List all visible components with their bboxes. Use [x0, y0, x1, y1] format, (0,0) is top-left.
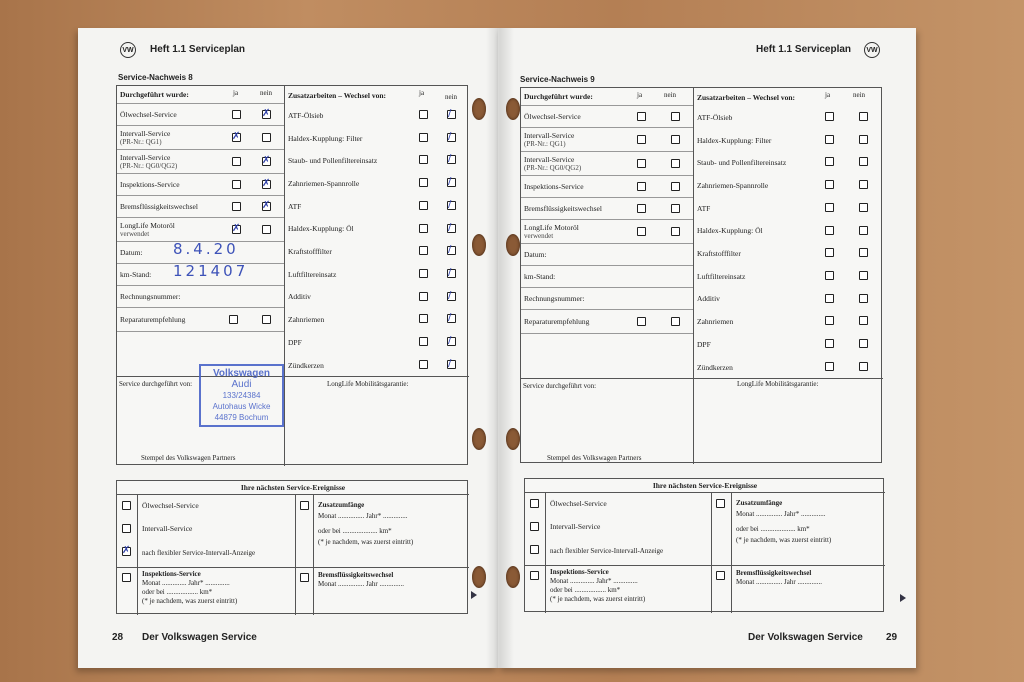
extra-label: Haldex-Kupplung: Filter — [697, 135, 772, 145]
performed-row — [521, 106, 693, 128]
extra-ja-checkbox[interactable] — [825, 339, 834, 348]
checkmark-icon: ✗ — [262, 200, 271, 211]
performed-row — [521, 176, 693, 198]
row-nein-checkbox[interactable] — [671, 204, 680, 213]
extra-nein-checkbox[interactable] — [859, 112, 868, 121]
reparatur-nein-checkbox[interactable] — [262, 315, 271, 324]
extra-row — [694, 265, 824, 288]
performed-row — [117, 104, 284, 126]
row-sublabel: (PR-Nr.: QG0/QG2) — [120, 162, 178, 170]
extra-row — [285, 354, 415, 377]
binder-hole — [472, 428, 486, 450]
left-page — [78, 28, 498, 668]
extra-label: Staub- und Pollenfiltereinsatz — [288, 156, 378, 166]
reparatur-row: Reparaturempfehlung — [521, 310, 693, 334]
performed-row — [117, 126, 284, 150]
col-ja-extra: ja — [825, 91, 831, 99]
rechnung-row: Rechnungsnummer: — [117, 286, 284, 308]
next-oelwechsel-checkbox[interactable] — [530, 499, 539, 508]
extra-row — [285, 331, 415, 354]
checkmark-icon: / — [448, 108, 452, 119]
extra-nein-checkbox[interactable] — [859, 294, 868, 303]
extra-nein-checkbox[interactable] — [859, 271, 868, 280]
brems-block — [736, 569, 822, 587]
extra-label: Zahnriemen — [288, 315, 325, 325]
extra-label: Haldex-Kupplung: Filter — [288, 133, 363, 143]
extra-row — [285, 195, 415, 218]
extra-label: Kraftstofffilter — [288, 247, 332, 257]
row-ja-checkbox[interactable] — [637, 204, 646, 213]
extra-label: Haldex-Kupplung: Öl — [288, 224, 354, 234]
longlife-label: LongLife Mobilitätsgarantie: — [737, 380, 819, 388]
row-nein-checkbox[interactable] — [671, 135, 680, 144]
inspektion-line: Monat .............. Jahr* .............. — [142, 579, 230, 587]
page-footer: Der Volkswagen Service — [748, 632, 863, 643]
next-item: Ölwechsel-Service — [142, 501, 199, 510]
performed-row — [117, 174, 284, 196]
row-label: Intervall-Service — [120, 129, 171, 138]
binder-hole — [506, 566, 520, 588]
extra-row — [694, 356, 824, 379]
extra-label: Staub- und Pollenfiltereinsatz — [697, 158, 787, 168]
extra-ja-checkbox[interactable] — [825, 248, 834, 257]
extra-row — [285, 240, 415, 263]
row-label: Bremsflüssigkeitswechsel — [524, 204, 602, 213]
row-sublabel: verwendet — [120, 230, 150, 238]
extra-ja-checkbox[interactable] — [419, 155, 428, 164]
extra-ja-checkbox[interactable] — [825, 112, 834, 121]
extra-nein-checkbox[interactable] — [859, 226, 868, 235]
service-record-table — [116, 85, 468, 465]
extra-row — [694, 220, 824, 243]
section-label: Service-Nachweis 9 — [520, 75, 595, 84]
performed-row — [521, 128, 693, 152]
arrow-right-icon — [471, 591, 477, 599]
row-sublabel: (PR-Nr.: QG1) — [120, 138, 162, 146]
extra-nein-checkbox[interactable] — [859, 248, 868, 257]
row-label: Ölwechsel-Service — [120, 110, 177, 119]
reparatur-ja-checkbox[interactable] — [637, 317, 646, 326]
row-nein-checkbox[interactable] — [262, 133, 271, 142]
extra-nein-checkbox[interactable] — [859, 203, 868, 212]
stamp-line: 44879 Bochum — [214, 413, 269, 422]
zusatz-title: Zusatzumfänge — [318, 501, 365, 509]
extra-row — [694, 310, 824, 333]
next-oelwechsel-checkbox[interactable] — [122, 501, 131, 510]
extra-nein-checkbox[interactable] — [859, 135, 868, 144]
row-nein-checkbox[interactable] — [671, 182, 680, 191]
extra-ja-checkbox[interactable] — [419, 360, 428, 369]
service-by-label: Service durchgeführt von: — [523, 382, 597, 390]
extra-row — [694, 197, 824, 220]
rechnung-row: Rechnungsnummer: — [521, 288, 693, 310]
inspektion-title: Inspektions-Service — [142, 570, 201, 578]
extra-ja-checkbox[interactable] — [825, 157, 834, 166]
row-nein-checkbox[interactable] — [671, 112, 680, 121]
handwritten-date: 8.4.20 — [173, 240, 239, 258]
row-sublabel: (PR-Nr.: QG1) — [524, 140, 566, 148]
extra-label: ATF — [288, 201, 302, 211]
row-ja-checkbox[interactable] — [232, 157, 241, 166]
extra-label: ATF-Ölsieb — [697, 112, 733, 122]
row-label: Inspektions-Service — [524, 182, 584, 191]
stamp-caption: Stempel des Volkswagen Partners — [547, 454, 642, 462]
extra-label: Zahnriemen-Spannrolle — [288, 178, 360, 188]
extra-label: Zahnriemen-Spannrolle — [697, 180, 769, 190]
extra-row — [285, 308, 415, 331]
extra-label: Kraftstofffilter — [697, 249, 741, 259]
inspektion-block — [550, 568, 645, 604]
extra-label: Luftfiltereinsatz — [288, 269, 337, 279]
extra-ja-checkbox[interactable] — [825, 271, 834, 280]
inspektion-line: (* je nachdem, was zuerst eintritt) — [550, 595, 646, 603]
row-nein-checkbox[interactable] — [262, 225, 271, 234]
extra-nein-checkbox[interactable] — [859, 157, 868, 166]
checkmark-icon: / — [448, 312, 452, 324]
brems-line: Monat ............... Jahr .............. — [318, 580, 404, 588]
binder-hole — [472, 98, 486, 120]
extra-row — [285, 149, 415, 172]
next-item: Ölwechsel-Service — [550, 499, 607, 508]
row-label: Intervall-Service — [120, 153, 171, 162]
longlife-label: LongLife Mobilitätsgarantie: — [327, 380, 409, 388]
next-events-title: Ihre nächsten Service-Ereignisse — [525, 479, 885, 493]
extra-row — [285, 286, 415, 309]
col-nein: nein — [260, 89, 273, 97]
extra-ja-checkbox[interactable] — [419, 224, 428, 233]
zusatz-line: oder bei .................... km* — [736, 525, 810, 533]
row-label: Inspektions-Service — [120, 180, 180, 189]
checkmark-icon: / — [448, 130, 452, 142]
next-brems-checkbox[interactable] — [300, 573, 309, 582]
next-events-table — [524, 478, 884, 612]
brems-line: Monat ............... Jahr .............. — [736, 578, 822, 586]
arrow-right-icon — [900, 594, 906, 602]
inspektion-line: oder bei .................. km* — [550, 586, 621, 594]
extra-row — [285, 172, 415, 195]
inspektion-title: Inspektions-Service — [550, 568, 609, 576]
checkmark-icon: / — [448, 244, 452, 256]
inspektion-line: oder bei .................. km* — [142, 588, 213, 596]
col-ja: ja — [637, 91, 643, 99]
zusatz-line: Monat ............... Jahr* .............. — [736, 510, 826, 518]
binder-hole — [506, 98, 520, 120]
extra-row — [285, 104, 415, 127]
extra-row — [285, 127, 415, 150]
row-nein-checkbox[interactable] — [671, 159, 680, 168]
extra-label: ATF — [697, 203, 711, 213]
extra-label: Zündkerzen — [288, 360, 324, 370]
checkmark-icon: / — [448, 335, 452, 346]
extra-row — [694, 129, 824, 152]
next-events-title: Ihre nächsten Service-Ereignisse — [117, 481, 469, 495]
row-ja-checkbox[interactable] — [637, 112, 646, 121]
checkmark-icon: / — [448, 198, 452, 210]
col-extra: Zusatzarbeiten – Wechsel von: — [288, 90, 386, 100]
extra-nein-checkbox[interactable] — [859, 362, 868, 371]
km-row: km-Stand: — [521, 266, 693, 288]
reparatur-ja-checkbox[interactable] — [229, 315, 238, 324]
page-number: 29 — [886, 632, 898, 643]
extra-ja-checkbox[interactable] — [419, 269, 428, 278]
binder-hole — [472, 566, 486, 588]
stamp-line: Autohaus Wicke — [212, 402, 271, 411]
reparatur-row: Reparaturempfehlung — [117, 308, 284, 332]
row-ja-checkbox[interactable] — [637, 135, 646, 144]
page-header: Heft 1.1 Serviceplan — [756, 44, 852, 55]
next-flexibel-checkbox[interactable] — [530, 545, 539, 554]
row-sublabel: verwendet — [524, 232, 554, 240]
col-performed: Durchgeführt wurde: — [117, 86, 284, 104]
col-nein: nein — [664, 91, 677, 99]
page-footer: Der Volkswagen Service — [142, 632, 257, 643]
checkmark-icon: / — [448, 266, 452, 278]
zusatz-title: Zusatzumfänge — [736, 499, 783, 507]
col-nein-extra: nein — [853, 91, 866, 99]
zusatz-line: (* je nachdem, was zuerst eintritt) — [736, 536, 832, 544]
datum-row: Datum: — [521, 244, 693, 266]
zusatz-line: Monat ............... Jahr* .............. — [318, 512, 408, 520]
checkmark-icon: ✗ — [262, 108, 271, 119]
extra-nein-checkbox[interactable] — [859, 339, 868, 348]
extra-row — [694, 151, 824, 174]
row-ja-checkbox[interactable] — [637, 159, 646, 168]
extra-ja-checkbox[interactable] — [825, 294, 834, 303]
performed-row — [117, 150, 284, 174]
zusatz-block — [318, 500, 413, 548]
extra-label: ATF-Ölsieb — [288, 110, 324, 120]
page-number: 28 — [112, 632, 124, 643]
extra-label: Additiv — [697, 294, 720, 304]
zusatz-block — [736, 498, 831, 546]
row-label: LongLife Motoröl — [120, 221, 175, 230]
row-ja-checkbox[interactable] — [637, 227, 646, 236]
section-label: Service-Nachweis 8 — [118, 73, 193, 82]
checkmark-icon: / — [448, 176, 452, 188]
extra-ja-checkbox[interactable] — [419, 292, 428, 301]
vw-logo-icon: VW — [120, 42, 136, 58]
datum-row: Datum: — [117, 242, 284, 264]
extra-label: DPF — [288, 337, 302, 347]
stamp-line: 133/24384 — [222, 391, 261, 400]
extra-ja-checkbox[interactable] — [825, 203, 834, 212]
stamp-line: Audi — [231, 379, 252, 390]
performed-row — [521, 198, 693, 220]
extra-ja-checkbox[interactable] — [419, 178, 428, 187]
next-intervall-checkbox[interactable] — [530, 522, 539, 531]
col-extra: Zusatzarbeiten – Wechsel von: — [697, 92, 795, 102]
extra-label: Zündkerzen — [697, 362, 733, 372]
checkmark-icon: / — [448, 357, 452, 369]
extra-nein-checkbox[interactable] — [859, 180, 868, 189]
extra-ja-checkbox[interactable] — [825, 135, 834, 144]
handwritten-km: 121407 — [173, 262, 249, 280]
next-events-table — [116, 480, 468, 614]
extra-row — [694, 174, 824, 197]
zusatz-line: (* je nachdem, was zuerst eintritt) — [318, 538, 414, 546]
extra-ja-checkbox[interactable] — [419, 314, 428, 323]
inspektion-line: (* je nachdem, was zuerst eintritt) — [142, 597, 238, 605]
performed-row — [521, 152, 693, 176]
extra-nein-checkbox[interactable] — [859, 316, 868, 325]
reparatur-nein-checkbox[interactable] — [671, 317, 680, 326]
performed-row — [521, 220, 693, 244]
next-intervall-checkbox[interactable] — [122, 524, 131, 533]
page-header: Heft 1.1 Serviceplan — [150, 44, 246, 55]
brems-title: Bremsflüssigkeitswechsel — [318, 571, 394, 579]
next-item: Intervall-Service — [550, 522, 601, 531]
checkmark-icon: / — [448, 153, 452, 165]
col-nein-extra: nein — [445, 93, 458, 101]
zusatz-line: oder bei .................... km* — [318, 527, 392, 535]
inspektion-block — [142, 570, 237, 606]
checkmark-icon: ✗ — [262, 178, 271, 189]
col-ja-extra: ja — [419, 89, 425, 97]
row-label: Bremsflüssigkeitswechsel — [120, 202, 198, 211]
inspektion-line: Monat .............. Jahr* .............. — [550, 577, 638, 585]
km-row: km-Stand: — [117, 264, 284, 286]
next-brems-checkbox[interactable] — [716, 571, 725, 580]
row-label: Intervall-Service — [524, 131, 575, 140]
next-item: Intervall-Service — [142, 524, 193, 533]
extra-label: Haldex-Kupplung: Öl — [697, 226, 763, 236]
next-inspektion-checkbox[interactable] — [122, 573, 131, 582]
next-zusatz-checkbox[interactable] — [716, 499, 725, 508]
checkmark-icon: ✗ — [232, 223, 241, 234]
extra-label: DPF — [697, 339, 711, 349]
dealer-stamp — [199, 364, 284, 427]
row-ja-checkbox[interactable] — [232, 202, 241, 211]
extra-ja-checkbox[interactable] — [825, 316, 834, 325]
extra-row — [694, 106, 824, 129]
col-performed: Durchgeführt wurde: — [521, 88, 693, 106]
performed-row — [117, 218, 284, 242]
next-zusatz-checkbox[interactable] — [300, 501, 309, 510]
performed-row — [117, 196, 284, 218]
row-ja-checkbox[interactable] — [637, 182, 646, 191]
row-label: LongLife Motoröl — [524, 223, 579, 232]
stamp-caption: Stempel des Volkswagen Partners — [141, 454, 236, 462]
extra-row — [694, 288, 824, 311]
checkmark-icon: ✗ — [262, 155, 271, 166]
binder-hole — [506, 234, 520, 256]
next-item: nach flexibler Service-Intervall-Anzeige — [550, 547, 664, 555]
checkmark-icon: / — [448, 289, 452, 301]
col-ja: ja — [233, 89, 239, 97]
row-label: Intervall-Service — [524, 155, 575, 164]
extra-label: Luftfiltereinsatz — [697, 271, 746, 281]
brems-title: Bremsflüssigkeitswechsel — [736, 569, 812, 577]
next-item: nach flexibler Service-Intervall-Anzeige — [142, 549, 256, 557]
checkmark-icon: ✗ — [122, 545, 131, 556]
extra-ja-checkbox[interactable] — [419, 201, 428, 210]
extra-ja-checkbox[interactable] — [825, 362, 834, 371]
right-page — [498, 28, 916, 668]
row-nein-checkbox[interactable] — [671, 227, 680, 236]
stamp-line: Volkswagen — [212, 368, 271, 379]
extra-row — [694, 333, 824, 356]
vw-logo-icon: VW — [864, 42, 880, 58]
service-by-label: Service durchgeführt von: — [119, 380, 193, 388]
extra-label: Zahnriemen — [697, 317, 734, 327]
extra-label: Additiv — [288, 292, 311, 302]
row-ja-checkbox[interactable] — [232, 110, 241, 119]
binder-hole — [506, 428, 520, 450]
binder-hole — [472, 234, 486, 256]
extra-ja-checkbox[interactable] — [825, 180, 834, 189]
service-record-table — [520, 87, 882, 463]
extra-ja-checkbox[interactable] — [419, 246, 428, 255]
row-ja-checkbox[interactable] — [232, 180, 241, 189]
checkmark-icon: / — [448, 221, 452, 233]
row-label: Ölwechsel-Service — [524, 112, 581, 121]
extra-row — [285, 263, 415, 286]
extra-ja-checkbox[interactable] — [825, 226, 834, 235]
next-inspektion-checkbox[interactable] — [530, 571, 539, 580]
extra-ja-checkbox[interactable] — [419, 110, 428, 119]
checkmark-icon: ✗ — [232, 131, 241, 142]
extra-row — [285, 218, 415, 241]
extra-row — [694, 242, 824, 265]
extra-ja-checkbox[interactable] — [419, 337, 428, 346]
extra-ja-checkbox[interactable] — [419, 133, 428, 142]
brems-block — [318, 571, 404, 589]
row-sublabel: (PR-Nr.: QG0/QG2) — [524, 164, 582, 172]
